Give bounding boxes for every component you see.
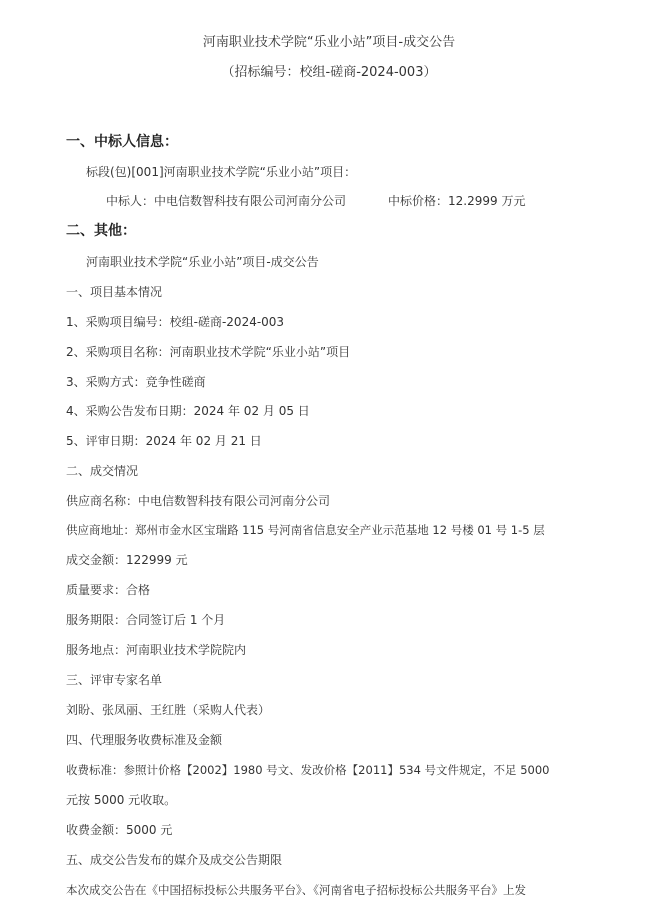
body-line: 河南职业技术学院“乐业小站”项目-成交公告 (86, 255, 319, 269)
body-line: 1、采购项目编号：校组-磋商-2024-003 (66, 315, 285, 329)
body-line: 3、采购方式：竞争性磋商 (66, 375, 206, 389)
body-line: 五、成交公告发布的媒介及成交公告期限 (66, 853, 283, 867)
notice-title: 河南职业技术学院“乐业小站”项目-成交公告 (202, 35, 456, 50)
body-line: 5、评审日期：2024 年 02 月 21 日 (66, 434, 262, 448)
lot-name: 标段(包)[001]河南职业技术学院“乐业小站”项目： (86, 165, 357, 179)
body-line: 三、评审专家名单 (66, 673, 163, 687)
body-line: 成交金额：122999 元 (66, 553, 188, 567)
winning-price: 中标价格：12.2999 万元 (388, 194, 526, 208)
body-line: 二、成交情况 (66, 464, 139, 478)
body-line: 2、采购项目名称：河南职业技术学院“乐业小站”项目 (66, 345, 351, 359)
body-line: 质量要求：合格 (66, 583, 151, 597)
body-line: 元按 5000 元收取。 (66, 793, 177, 807)
body-line: 收费金额：5000 元 (66, 823, 173, 837)
body-line: 4、采购公告发布日期：2024 年 02 月 05 日 (66, 404, 310, 418)
body-line: 供应商名称：中电信数智科技有限公司河南分公司 (66, 494, 331, 508)
body-line: 本次成交公告在《中国招标投标公共服务平台》、《河南省电子招标投标公共服务平台》上发 (66, 883, 526, 897)
section-heading-other: 二、其他： (66, 223, 136, 239)
body-line: 服务期限：合同签订后 1 个月 (66, 613, 226, 627)
tender-number: （招标编号：校组-磋商-2024-003） (221, 65, 437, 80)
body-line: 供应商地址：郑州市金水区宝瑞路 115 号河南省信息安全产业示范基地 12 号楼 01 号 1-5 层 (66, 523, 545, 537)
section-heading-winner: 一、中标人信息： (66, 134, 178, 150)
body-line: 收费标准：参照计价格【2002】1980 号文、发改价格【2011】534 号文件规定，不足 5000 (66, 763, 550, 777)
body-line: 四、代理服务收费标准及金额 (66, 733, 223, 747)
body-line: 一、项目基本情况 (66, 285, 163, 299)
body-line: 刘盼、张凤丽、王红胜（采购人代表） (66, 703, 271, 717)
body-line: 服务地点：河南职业技术学院院内 (66, 643, 247, 657)
winner-name: 中标人：中电信数智科技有限公司河南分公司 (106, 194, 347, 208)
winner-row (106, 193, 525, 209)
